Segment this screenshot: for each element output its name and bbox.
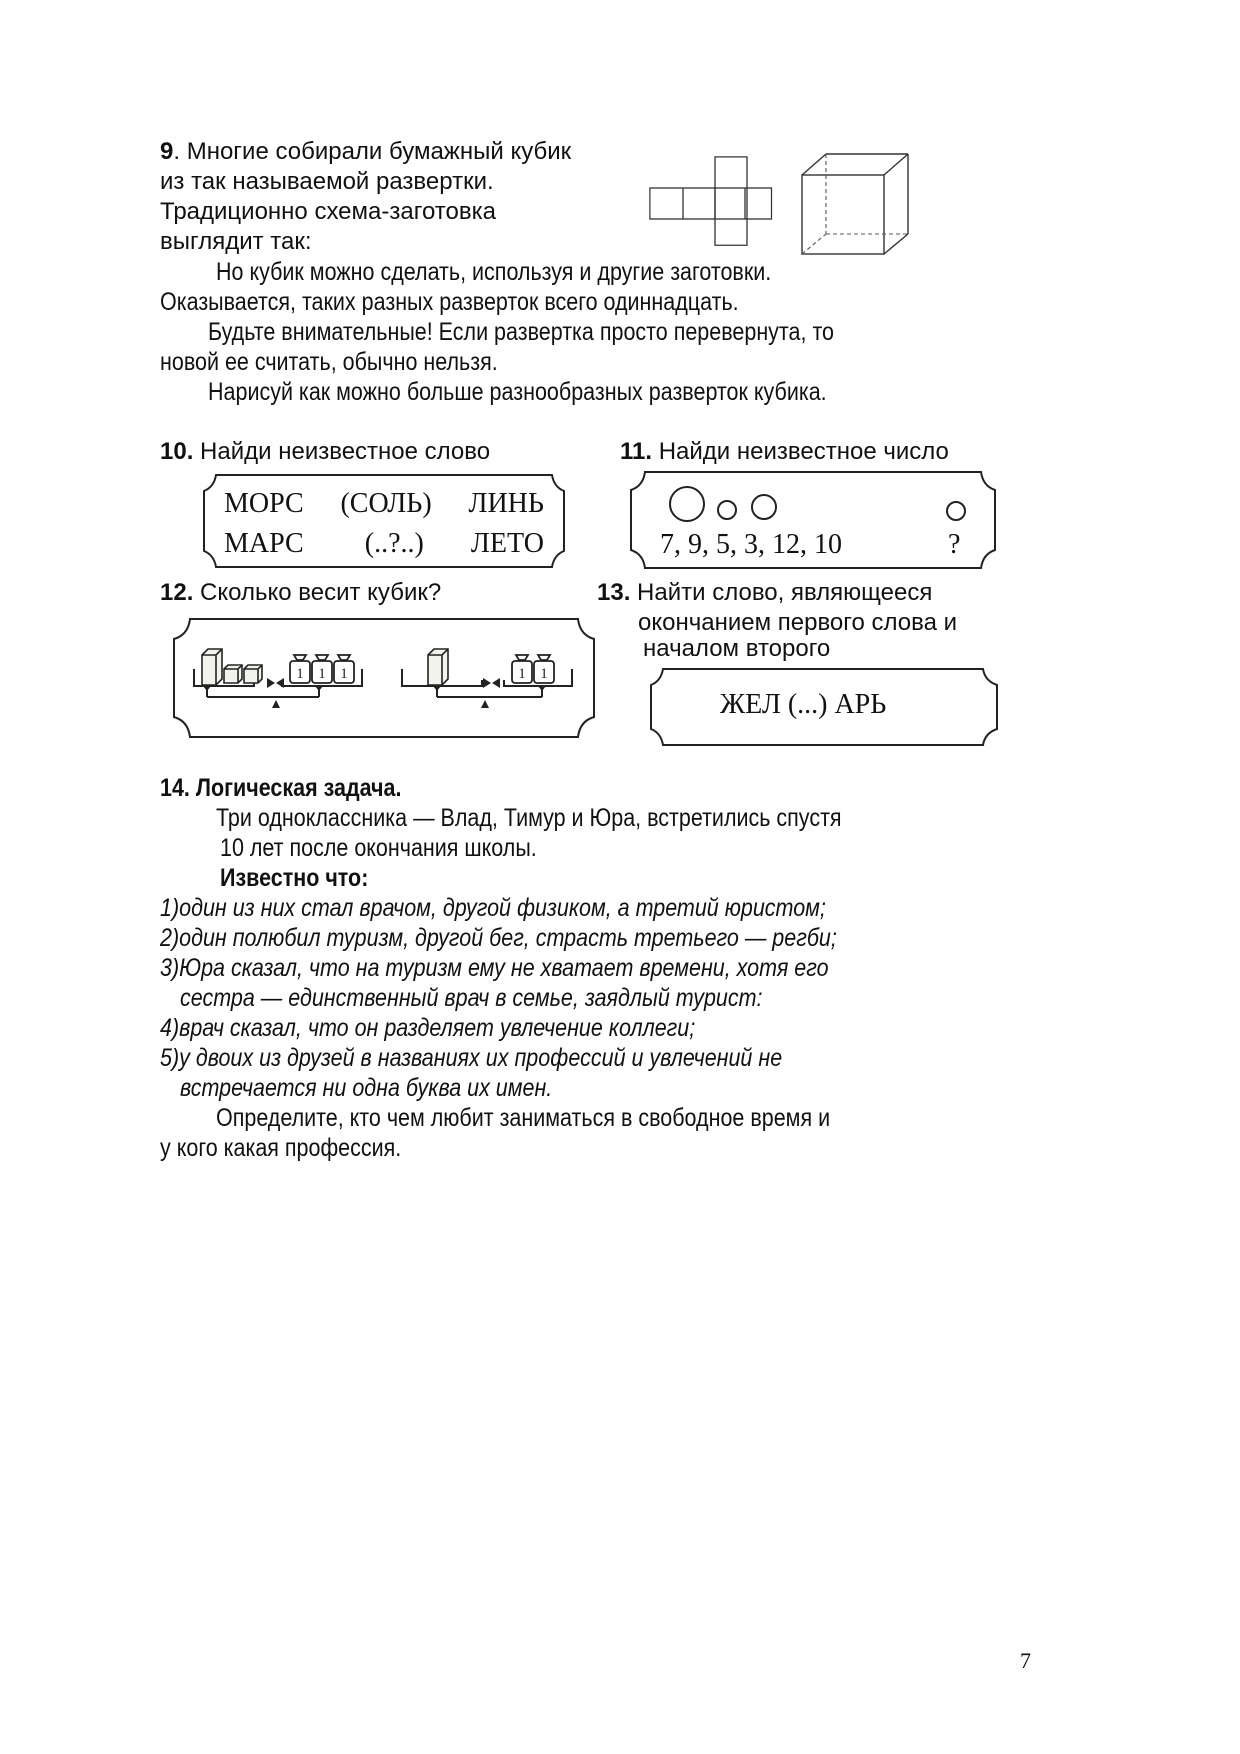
problem-13-title-3: началом второго (643, 635, 831, 662)
weight-1-icon (534, 655, 554, 683)
large-circle-icon (670, 487, 704, 521)
problem-9-line-3: Традиционно схема-заготовка (160, 198, 496, 225)
problem-9-line-4: выглядит так: (160, 228, 312, 255)
weight-1-icon (312, 655, 332, 683)
problem-14-title: 14. Логическая задача. (160, 774, 402, 802)
problem-10-grid (224, 484, 544, 564)
problem-10-row-2: МАРС (..?..) ЛЕТО (224, 528, 544, 559)
svg-text:1: 1 (340, 666, 348, 682)
weight-1-icon (290, 655, 310, 683)
weight-1-icon (334, 655, 354, 683)
problem-10-row-1: МОРС (СОЛЬ) ЛИНЬ (224, 488, 544, 519)
problem-9-body-1: Но кубик можно сделать, используя и другие заготовки. (216, 258, 772, 286)
problem-14-fact-3-cont: сестра — единственный врач в семье, заядлый турист: (180, 984, 763, 1012)
problem-11-title: 11. Найди неизвестное число (620, 438, 949, 465)
problem-13-title-2: окончанием первого слова и (638, 609, 958, 636)
svg-text:1: 1 (518, 666, 526, 682)
small-circle-icon (718, 501, 736, 519)
problem-12-title: 12. Сколько весит кубик? (160, 579, 442, 606)
problem-9-body-4: новой ее считать, обычно нельзя. (160, 348, 498, 376)
problem-9-line-1: 9. Многие собирали бумажный кубик (160, 138, 572, 165)
problem-9-number: 9 (160, 138, 174, 165)
problem-13-title-1: 13. Найти слово, являющееся (597, 579, 933, 606)
problem-11-unknown: ? (948, 529, 961, 560)
weight-1-icon (512, 655, 532, 683)
svg-text:1: 1 (296, 666, 304, 682)
problem-14-known-label: Известно что: (220, 864, 369, 892)
small-circle-icon (947, 502, 965, 520)
problem-13-puzzle: ЖЕЛ (...) АРЬ (720, 689, 887, 720)
problem-14-fact-4: 4)врач сказал, что он разделяет увлечение коллеги; (160, 1014, 696, 1042)
problem-14-fact-1: 1)один из них стал врачом, другой физиком, а третий юристом; (160, 894, 826, 922)
problem-9-body-5: Нарисуй как можно больше разнообразных разверток кубика. (208, 378, 827, 406)
problem-14-question-1: Определите, кто чем любит заниматься в свободное время и (216, 1104, 831, 1132)
problem-14-fact-5-cont: встречается ни одна буква их имен. (180, 1074, 553, 1102)
medium-circle-icon (752, 495, 776, 519)
problem-11-sequence: 7, 9, 5, 3, 12, 10 (660, 529, 842, 560)
problem-9-body-3: Будьте внимательные! Если развертка просто перевернута, то (208, 318, 835, 346)
page-number: 7 (1020, 1648, 1031, 1673)
problem-9-line-2: из так называемой развертки. (160, 168, 494, 195)
problem-14-intro-1: Три одноклассника — Влад, Тимур и Юра, встретились спустя (216, 804, 842, 832)
svg-text:1: 1 (540, 666, 548, 682)
svg-text:1: 1 (318, 666, 326, 682)
problem-14-intro-2: 10 лет после окончания школы. (220, 834, 537, 862)
problem-10-title: 10. Найди неизвестное слово (160, 438, 491, 465)
problem-14-fact-2: 2)один полюбил туризм, другой бег, страсть третьего — регби; (160, 924, 837, 952)
cube-net-figure (648, 155, 773, 247)
problem-14-fact-3: 3)Юра сказал, что на туризм ему не хватает времени, хотя его (160, 954, 829, 982)
cube-3d-figure (800, 152, 910, 256)
problem-9-body-2: Оказывается, таких разных разверток всего одиннадцать. (160, 288, 739, 316)
problem-12-scales-figure (172, 617, 596, 741)
problem-14-question-2: у кого какая профессия. (160, 1134, 402, 1162)
problem-14-fact-5: 5)у двоих из друзей в названиях их профессий и увлечений не (160, 1044, 783, 1072)
